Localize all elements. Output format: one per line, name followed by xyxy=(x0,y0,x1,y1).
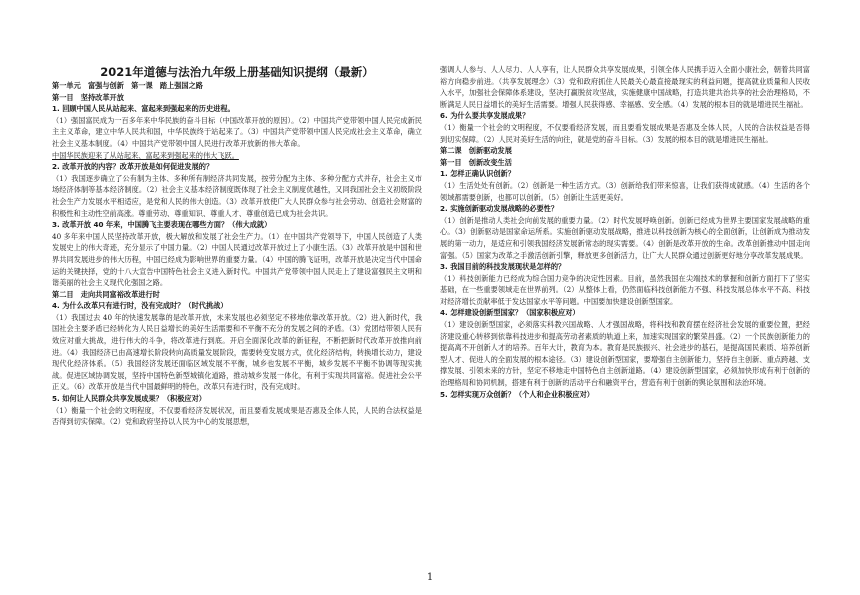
section-heading: 1. 怎样正确认识创新？ xyxy=(440,169,515,179)
section-heading: 6. 为什么要共享发展成果？ xyxy=(440,111,530,121)
paragraph: （1）我国逐步确立了公有制为主体、多种所有制经济共同发展，按劳分配为主体、多种分配方式并存，社会主义市场经济体制等基本经济制度。（2）社会主义基本经济制度既体现了社会主义制度优越性，又同我国社会主义初级阶段社会生产力发展水平相适应，是党和人民的伟大创造。（3）改革开放使广大人民群众参与社会劳动、创造社会财富的积极性和主动性空前高涨。尊重劳动、尊重知识、尊重人才、尊重创造已成为社会共识。 xyxy=(52,173,422,218)
paragraph: （1）生活处处有创新。（2）创新是一种生活方式。（3）创新给我们带来惊喜，让我们获得成就感。（4）生活的各个领域都需要创新，也都可以创新。（5）创新让生活更美好。 xyxy=(440,180,810,202)
section-heading: 5. 如何让人民群众共享发展成果？（积极应对） xyxy=(52,394,206,404)
section-heading: 第二课 创新驱动发展 xyxy=(440,146,512,156)
paragraph: （1）科技创新能力已经成为综合国力竞争的决定性因素。目前，虽然我国在尖端技术的掌握和创新方面打下了坚实基础，在一些重要领域走在世界前列。（2）从整体上看，仍然面临科技创新能力不强、科技发展总体水平不高、科技对经济增长贡献率低于发达国家水平等问题。中国要加快建设创新型国家。 xyxy=(440,273,810,306)
paragraph: （1）衡量一个社会的文明程度，不仅要看经济发展，而且要看发展成果是否惠及全体人民，人民的合法权益是否得到切实保障。（2）人民对美好生活的向往，就是党的奋斗目标。（3）发展的根本目的就是增进民生福祉。 xyxy=(440,122,810,144)
page-number: 1 xyxy=(426,572,434,583)
paragraph: （1）建设创新型国家，必须落实科教兴国战略、人才强国战略，将科技和教育摆在经济社会发展的重要位置，把经济建设重心转移到依靠科技进步和提高劳动者素质的轨道上来，加速实现国家的繁荣昌盛。（2）一个民族创新能力的提高离不开创新人才的培养。百年大计，教育为本。教育是民族振兴、社会进步的基石，是提高国民素质、培养创新型人才、促进人的全面发展的根本途径。（3）建设创新型国家，要增强自主创新能力，坚持自主创新、重点跨越、支撑发展、引领未来的方针，坚定不移地走中国特色自主创新道路。（4）建设创新型国家，必须加快形成有利于创新的治理格局和协同机制，搭建有利于创新的活动平台和融资平台，营造有利于创新的舆论氛围和法治环境。 xyxy=(440,320,810,388)
section-heading: 3. 我国目前的科技发展现状是怎样的？ xyxy=(440,262,566,272)
left-column xyxy=(52,80,422,428)
section-heading: 1. 回顾中国人民从站起来、富起来到强起来的历史进程。 xyxy=(52,104,235,114)
paragraph: 中国华民族迎来了从站起来、富起来到强起来的伟大飞跃。 xyxy=(52,150,239,160)
section-heading: 2. 改革开放的内容？改革开放是如何促进发展的？ xyxy=(52,162,214,172)
section-heading: 第二目 走向共同富裕改革进行时 xyxy=(52,289,160,299)
paragraph: （1）我国过去 40 年的快速发展靠的是改革开放，未来发展也必须坚定不移地依靠改革开放。（2）进入新时代，我国社会主要矛盾已经转化为人民日益增长的美好生活需要和不平衡不充分的发展之间的矛盾。（3）党团结带领人民有效应对重大挑战，进行伟大的斗争，将改革进行到底。开启全面深化改革的新征程，不断把新时代改革开放推向前进。（4）我国经济已由高速增长阶段转向高质量发展阶段，需要转变发展方式，优化经济结构，转换增长动力，建设现代化经济体系。（5）我国经济发展还面临区域发展不平衡，城乡也发展不平衡，城乡发展不平衡不协调等现实挑战。促进区域协调发展，坚持中国特色新型城镇化道路，推动城乡发展一体化，有利于实现共同富裕。促进社会公平正义。（6）改革开放是当代中国最鲜明的特色，改革只有进行时，没有完成时。 xyxy=(52,312,422,392)
right-column xyxy=(440,64,810,400)
section-heading: 4. 为什么改革只有进行时，没有完成时？（时代挑战） xyxy=(52,301,228,311)
section-heading: 2. 实施创新驱动发展战略的必要性？ xyxy=(440,204,559,214)
document-title: 2021年道德与法治九年级上册基础知识提纲（最新） xyxy=(100,65,374,79)
section-heading: 3. 改革开放 40 年来，中国腾飞主要表现在哪些方面？（伟大成就） xyxy=(52,220,272,230)
paragraph: 强调人人参与、人人尽力、人人享有，让人民群众共享发展成果，引领全体人民携手迈入全面小康社会，朝着共同富裕方向稳步前进。（共享发展理念）（3）党和政府抓住人民最关心最直接最现实的利益问题，提高就业质量和人民收入水平，加强社会保障体系建设，坚决打赢脱贫攻坚战，实施健康中国战略，打造共建共治共享的社会治理格局，不断满足人民日益增长的美好生活需要。增强人民获得感、幸福感、安全感。（4）发展的根本目的就是增进民生福祉。 xyxy=(440,65,810,109)
section-heading: 第一单元 富强与创新 第一课 踏上强国之路 xyxy=(52,81,203,90)
section-heading: 5. 怎样实现万众创新？（个人和企业积极应对） xyxy=(440,389,594,399)
paragraph: （1）衡量一个社会的文明程度，不仅要看经济发展状况，而且要看发展成果是否惠及全体人民，人民的合法权益是否得到切实保障。（2）党和政府坚持以人民为中心的发展思想， xyxy=(52,405,422,427)
section-heading: 4. 怎样建设创新型国家？（国家积极应对） xyxy=(440,308,580,318)
section-heading: 第一目 创新改变生活 xyxy=(440,157,512,167)
section-heading: 第一目 坚持改革开放 xyxy=(52,92,124,102)
paragraph: （1）强国富民成为一百多年来中华民族的奋斗目标（中国改革开放的原因）。（2）中国共产党带领中国人民完成新民主主义革命，建立中华人民共和国，中华民族终于站起来了。（3）中国共产党带领中国人民完成社会主义革命，确立社会主义基本制度。（4）中国共产党带领中国人民进行改革开放新的伟大革命。 xyxy=(52,115,422,148)
paragraph: （1）创新是推动人类社会向前发展的重要力量。（2）时代发展呼唤创新。创新已经成为世界主要国家发展战略的重心。（3）创新驱动是国家命运所系。实施创新驱动发展战略，推进以科技创新为核心的全面创新，让创新成为推动发展的第一动力，是适应和引领我国经济发展新常态的现实需要。（4）创新是改革开放的生命。改革创新推动中国走向富强。（5）国家为改革之手激活创新引擎，释放更多创新活力，让广大人民群众通过创新更好地分享改革发展成果。 xyxy=(440,215,810,260)
paragraph: 40 多年来中国人民坚持改革开放，极大解放和发展了社会生产力。（1）在中国共产党领导下，中国人民创造了人类发展史上的伟大奇迹，充分显示了中国力量。（2）中国人民通过改革开放过上了小康生活。（3）改革开放是中国和世界共同发展进步的伟大历程，中国已经成为影响世界的重要力量。（4）中国的腾飞证明，改革开放是决定当代中国命运的关键抉择，党的十八大宣告中国特色社会主义进入新时代。中国共产党带领中国人民走上了建设富强民主文明和谐美丽的社会主义现代化强国之路。 xyxy=(52,231,422,288)
